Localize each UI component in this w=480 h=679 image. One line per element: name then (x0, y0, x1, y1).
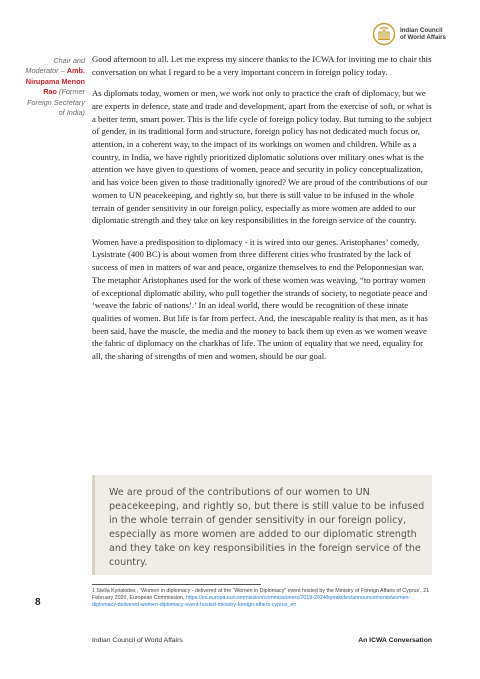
footnote-text: Stella Kyriakides , ‘Women in diplomacy - delivered at the “Women in Diplomacy” event hosted by the Ministry of Foreign Affairs of Cyprus’, 21 February 2020, European Commission, (92, 588, 430, 601)
paragraph-2: As diplomats today, women or men, we work not only to practice the craft of diplomacy, but we are experts in defence, state and trade and development, apart from the exercise of soft, or what is a better term, smart power. This is the life cycle of foreign policy today. But turning to the subject of gender, in its traditional form and structure, foreign policy has not dedicated much focus or, attention, in a coherent way, to the impact of its workings on women and children. While as a country, in India, we have rightly prioritized diplomatic solutions over military ones what is the attention we have given to questions of women, peace and security in policy conceptualization, and has voice been given to those traditionally ignored? We are proud of the contributions of our women to UN peacekeeping, and rightly so, but there is still value to be infused in the whole terrain of gender sensitivity in our foreign policy, especially as more women are added to our diplomatic strength and they take on key responsibilities in the foreign service of the country. (92, 88, 432, 226)
footer-organization: Indian Council of World Affairs (92, 637, 183, 644)
footnote-link[interactable]: https://ec.europa.eu/commission/commissioners/2019-2024/kyriakides/announcements/women-diplomacy-delivered-women-diplomacy-event-hosted-ministry-foreign-affairs-cyprus_en (92, 594, 411, 608)
paragraph-3: Women have a predisposition to diplomacy - it is wired into our genes. Aristophanes’ comedy, Lysistrate (400 BC) is about women from three different cities who frustrated by the lack of success of men in matters of war and peace, organize themselves to end the Peloponnesian war. The metaphor Aristophanes used for the work of these women was weaving, “to portray women of exceptional diplomatic ability, who pull together the strands of society, to negotiate peace and ‘weave the fabric of nations’.’ In an ideal world, there would be recognition of these innate qualities of women. But life is far from perfect. And, the inescapable reality is that men, as it has been said, have the muscle, the media and the money to back them up even as we women weave the fabric of diplomacy on the charkhas of life. The union of equality that we need, equality for all, the sharing of strengths of men and women, should be our goal. (92, 236, 428, 362)
speaker-name: Amb. Nirupama Menon Rao (25, 66, 85, 97)
pull-quote-text: We are proud of the contributions of our women to UN peacekeeping, and rightly so, but there is still value to be infused in the whole terrain of gender sensitivity in our foreign policy, especially as more women are added to our diplomatic strength and they take on key responsibilities in the foreign service of the country. (109, 487, 425, 568)
footnote-number: 1 (92, 588, 95, 594)
logo-line-2: of World Affairs (399, 34, 446, 41)
speaker-note (24, 56, 85, 118)
footnote-divider (92, 584, 261, 585)
speaker-role: Chair and Moderator (25, 56, 85, 76)
footnote (92, 588, 432, 609)
footer-publication: An ICWA Conversation (358, 637, 432, 644)
icwa-emblem-icon (372, 22, 396, 46)
pull-quote-box (92, 475, 432, 575)
icwa-logo (372, 22, 446, 46)
body-text (92, 53, 432, 372)
page-number: 8 (35, 597, 41, 608)
speaker-designation: (Former Foreign Secretary of India) (27, 87, 85, 118)
logo-text (400, 27, 446, 42)
logo-line-1: Indian Council (399, 26, 443, 34)
speaker-dash: – (58, 66, 67, 76)
paragraph-1: Good afternoon to all. Let me express my sincere thanks to the ICWA for inviting me to chair this conversation on what I regard to be a very important concern in foreign policy today. (92, 54, 432, 77)
